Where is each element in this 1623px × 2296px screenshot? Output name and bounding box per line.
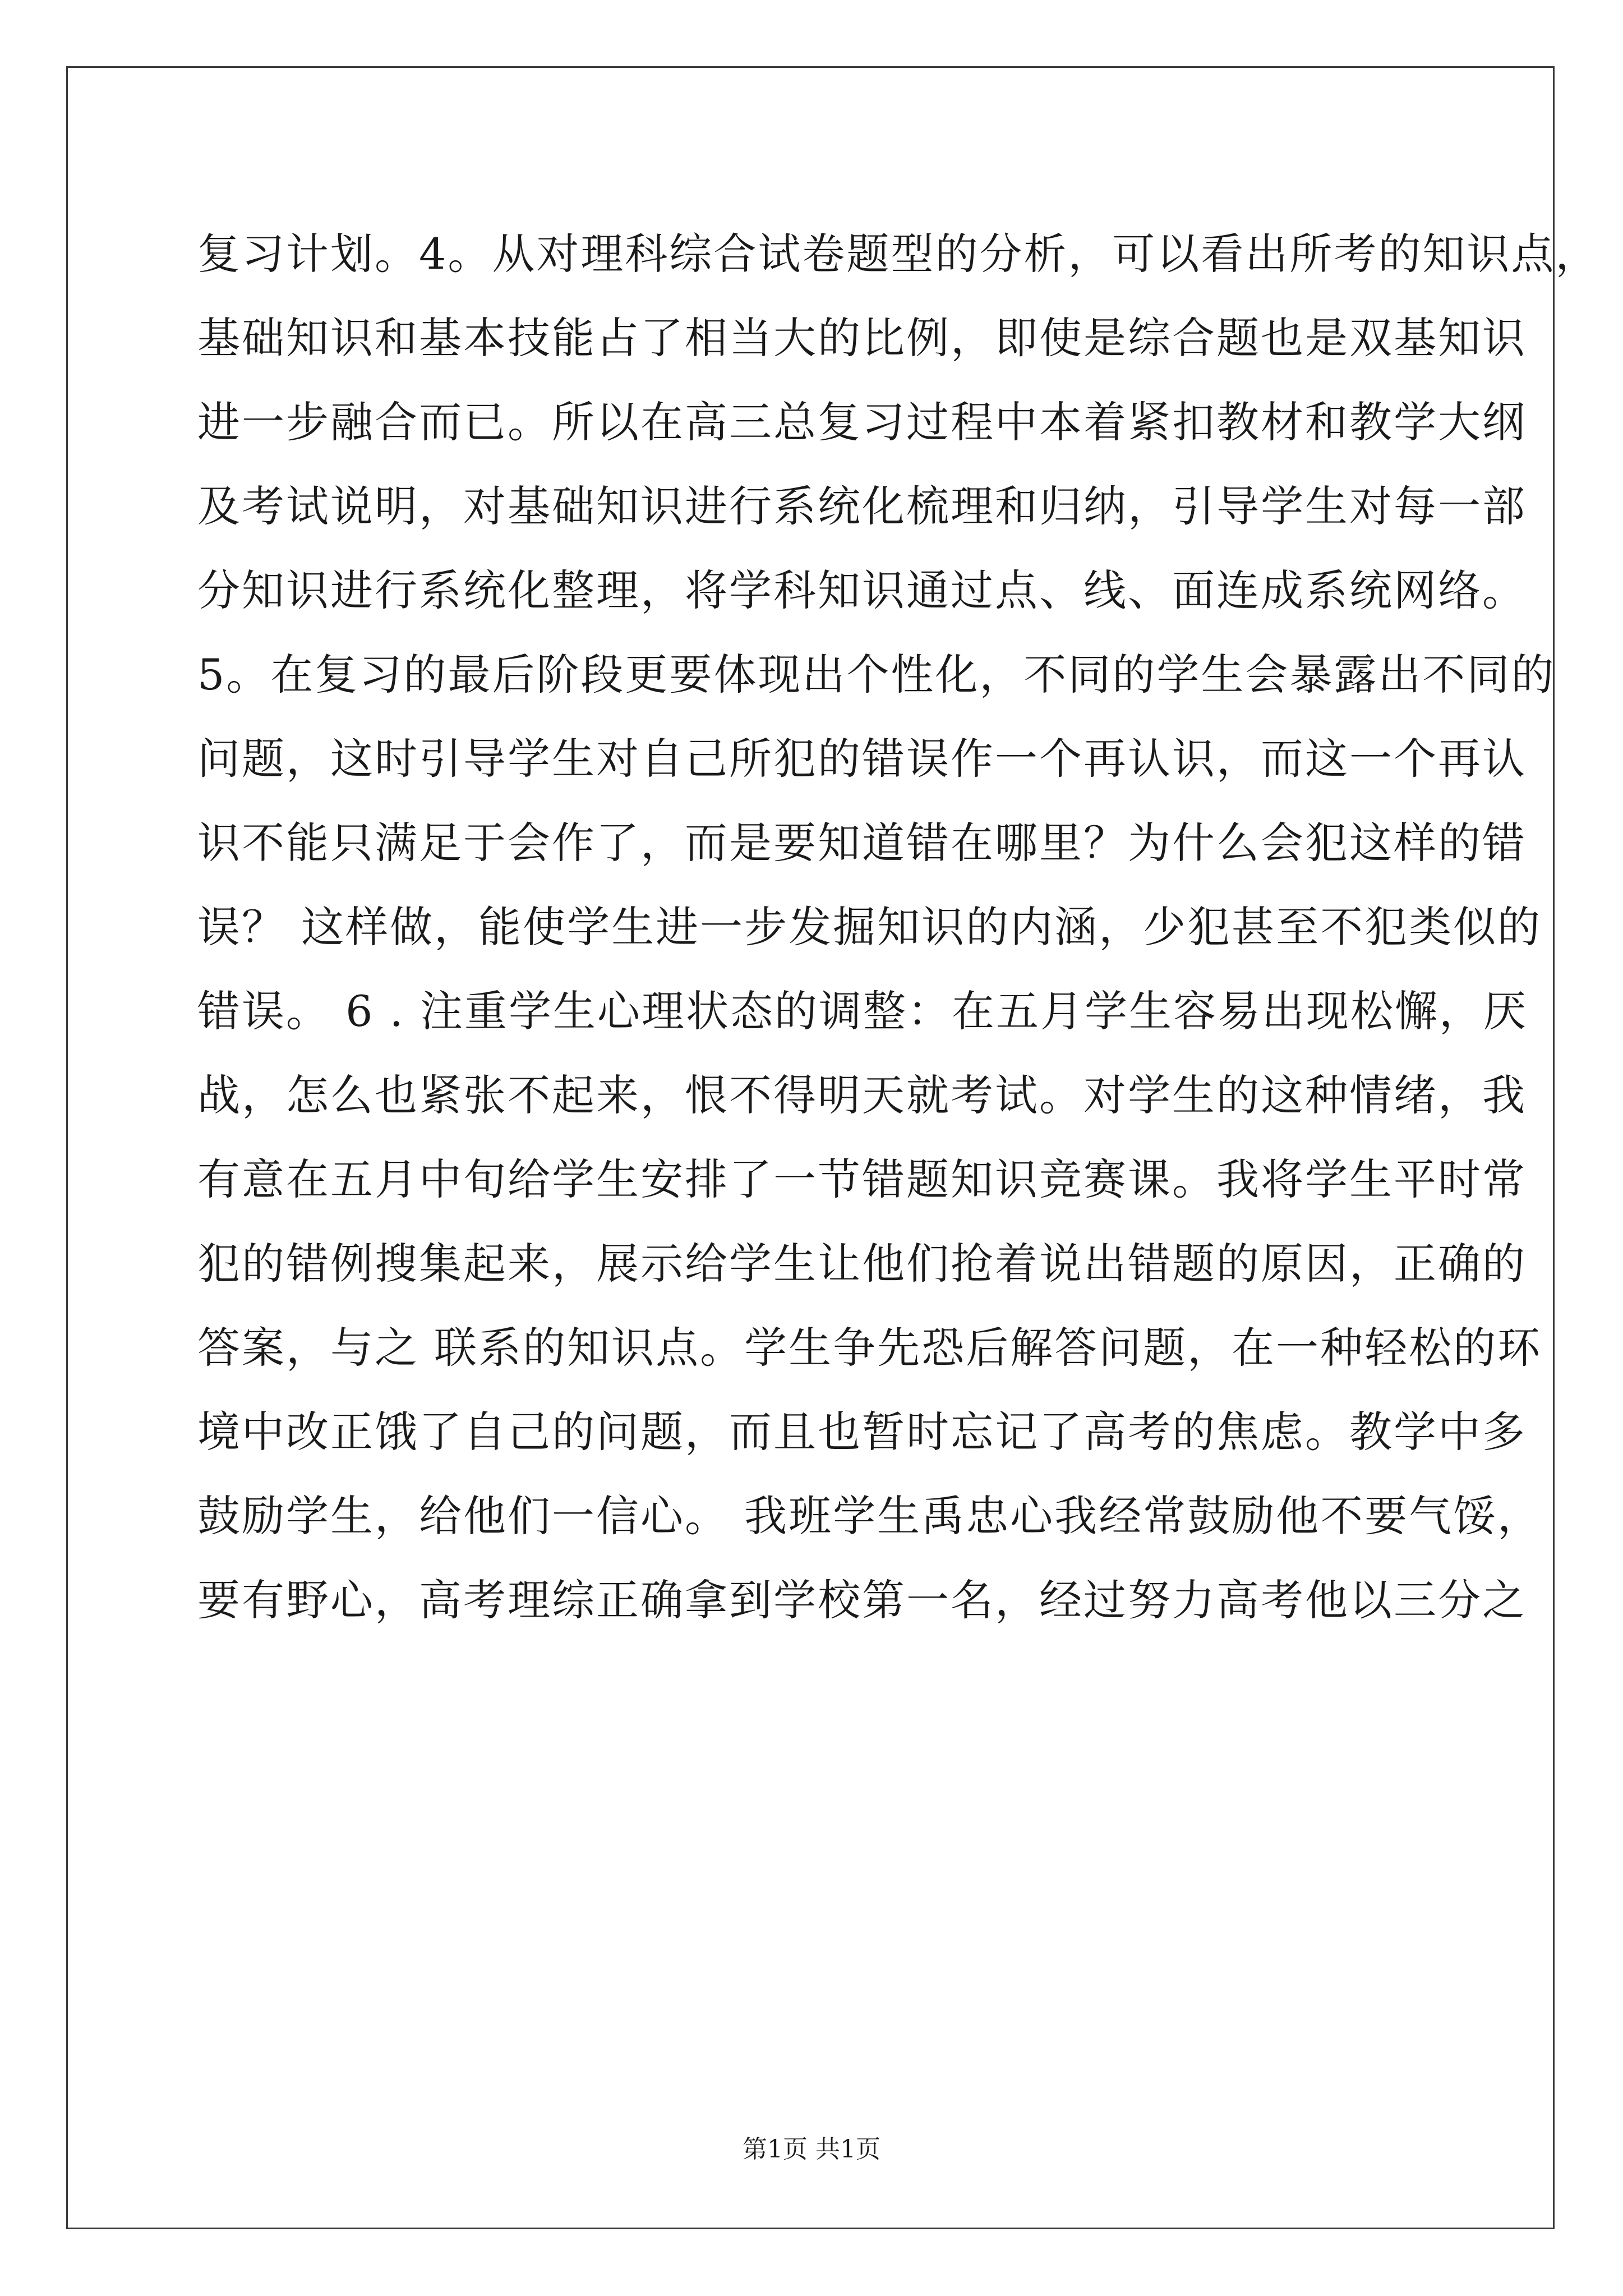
text-line: 基础知识和基本技能占了相当大的比例，即使是综合题也是双基知识 <box>197 313 1527 363</box>
text-line: 进一步融合而已。所以在高三总复习过程中本着紧扣教材和教学大纲 <box>197 397 1527 447</box>
text-line: 复习计划。4。从对理科综合试卷题型的分析，可以看出所考的知识点， <box>197 229 1600 279</box>
text-line: 要有野心，高考理综正确拿到学校第一名，经过努力高考他以三分之 <box>197 1575 1527 1625</box>
text-line: 分知识进行系统化整理，将学科知识通过点、线、面连成系统网络。 <box>197 565 1527 615</box>
text-line: 5。在复习的最后阶段更要体现出个性化，不同的学生会暴露出不同的 <box>197 650 1556 700</box>
text-line: 识不能只满足于会作了，而是要知道错在哪里？为什么会犯这样的错 <box>197 818 1527 868</box>
text-line: 犯的错例搜集起来，展示给学生让他们抢着说出错题的原因，正确的 <box>197 1239 1527 1289</box>
text-line: 及考试说明，对基础知识进行系统化梳理和归纳，引导学生对每一部 <box>197 481 1527 531</box>
page-footer: 第1页 共1页 <box>743 2135 880 2164</box>
text-line: 有意在五月中旬给学生安排了一节错题知识竞赛课。我将学生平时常 <box>197 1154 1527 1204</box>
text-line: 问题，这时引导学生对自己所犯的错误作一个再认识，而这一个再认 <box>197 734 1527 784</box>
text-line: 鼓励学生，给他们一信心。 我班学生禹忠心我经常鼓励他不要气馁， <box>197 1491 1542 1541</box>
text-line: 战，怎么也紧张不起来，恨不得明天就考试。对学生的这种情绪，我 <box>197 1070 1527 1120</box>
text-line: 答案，与之 联系的知识点。学生争先恐后解答问题，在一种轻松的环 <box>197 1323 1542 1373</box>
text-line: 境中改正饿了自己的问题，而且也暂时忘记了高考的焦虑。教学中多 <box>197 1407 1527 1457</box>
body-text <box>197 212 1600 1642</box>
text-line: 错误。 6 . 注重学生心理状态的调整：在五月学生容易出现松懈，厌 <box>197 986 1528 1036</box>
text-line: 误？ 这样做，能使学生进一步发掘知识的内涵，少犯甚至不犯类似的 <box>197 902 1542 952</box>
